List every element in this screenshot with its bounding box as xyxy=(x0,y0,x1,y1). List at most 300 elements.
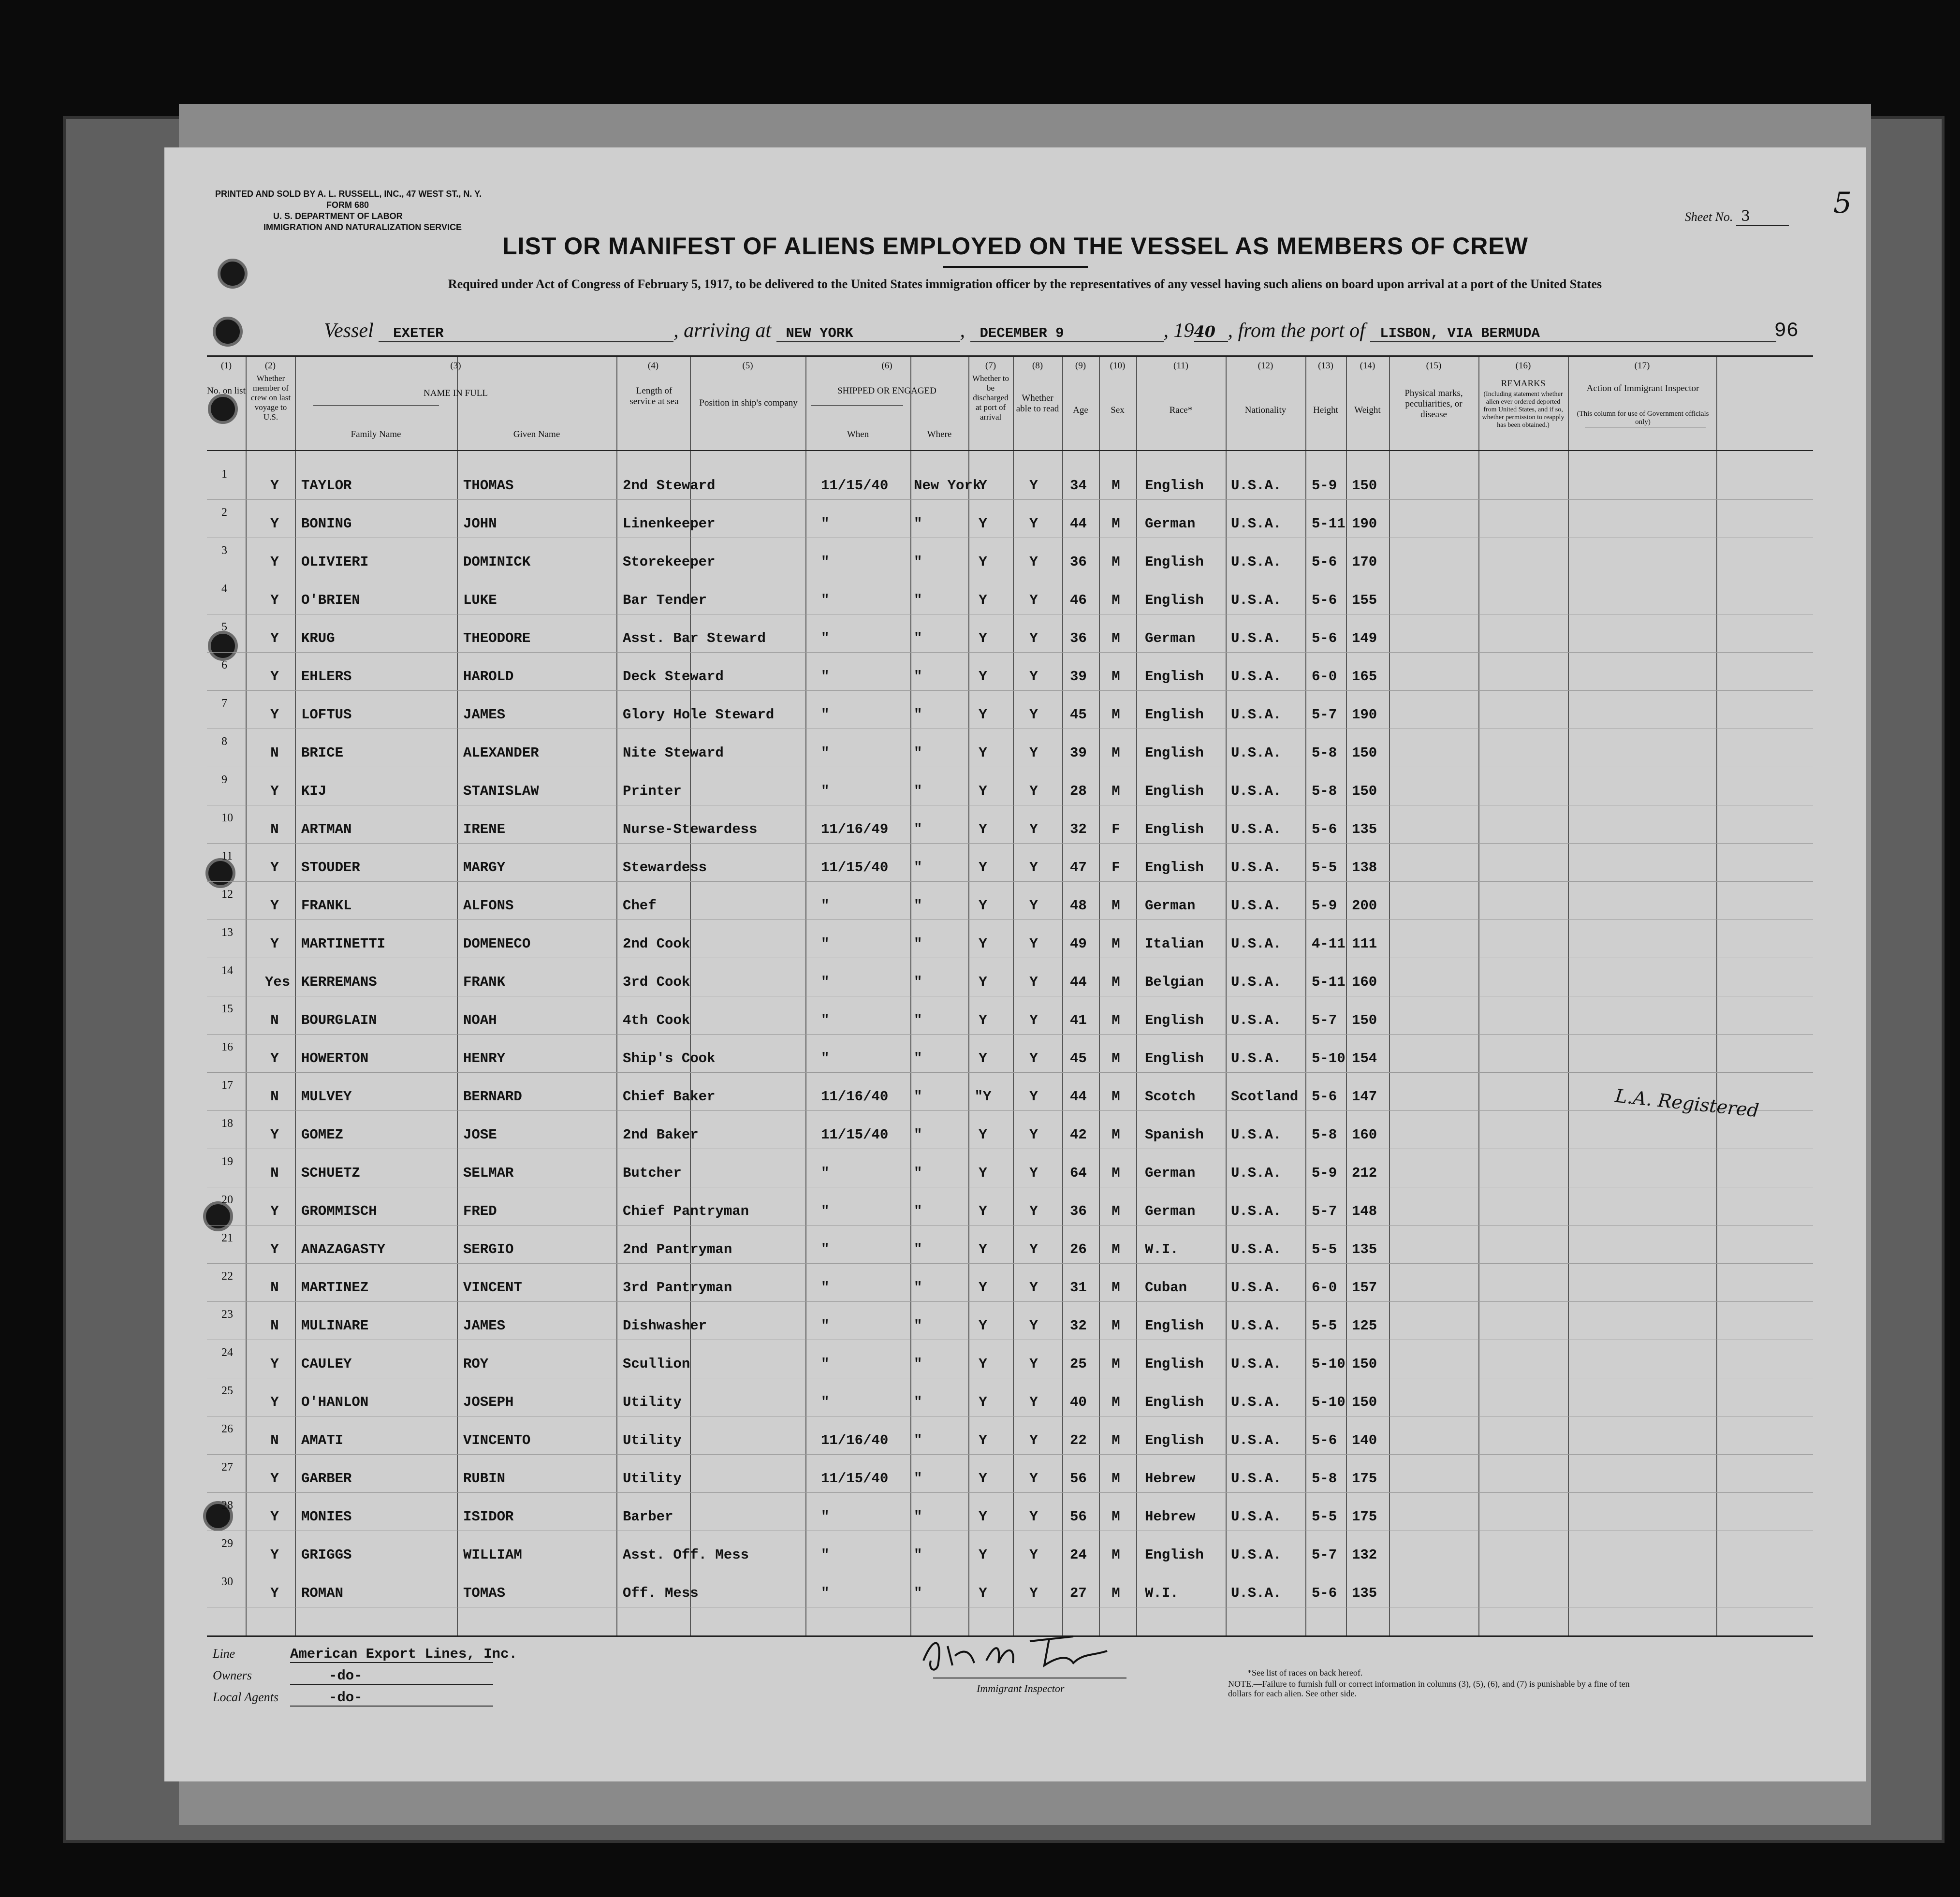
cell-weight: 160 xyxy=(1352,974,1377,990)
cell-position: Utility xyxy=(623,1394,682,1410)
cell-weight: 132 xyxy=(1352,1547,1377,1563)
cell-weight: 135 xyxy=(1352,821,1377,837)
cell-weight: 138 xyxy=(1352,860,1377,876)
cell-given: FRANK xyxy=(463,974,506,990)
cell-disch: Y xyxy=(979,783,987,799)
binder-hole xyxy=(218,259,248,289)
cell-weight: 149 xyxy=(1352,630,1377,646)
page-mark: 96 xyxy=(1774,319,1799,342)
col-header-shipped: SHIPPED OR ENGAGED xyxy=(837,386,936,396)
cell-weight: 148 xyxy=(1352,1203,1377,1219)
binder-hole xyxy=(213,317,243,347)
cell-sex: M xyxy=(1112,516,1120,532)
cell-height: 5-9 xyxy=(1312,478,1337,494)
cell-age: 31 xyxy=(1070,1280,1087,1296)
cell-nat: U.S.A. xyxy=(1231,1547,1282,1563)
col-number: (8) xyxy=(1032,361,1043,371)
cell-weight: 135 xyxy=(1352,1241,1377,1257)
row-number: 23 xyxy=(221,1308,233,1321)
cell-nat: U.S.A. xyxy=(1231,745,1282,761)
col-number: (4) xyxy=(647,361,659,371)
col-header-family-name: Family Name xyxy=(351,429,401,439)
row-number: 28 xyxy=(221,1499,233,1512)
cell-family: BONING xyxy=(301,516,352,532)
cell-race: W.I. xyxy=(1145,1241,1179,1257)
cell-when: " xyxy=(821,554,830,570)
cell-race: Belgian xyxy=(1145,974,1204,990)
cell-given: HAROLD xyxy=(463,669,514,685)
cell-sex: M xyxy=(1112,1089,1120,1105)
cell-disch: Y xyxy=(979,1509,987,1525)
cell-where: " xyxy=(914,1203,922,1219)
cell-weight: 190 xyxy=(1352,707,1377,723)
cell-race: English xyxy=(1145,707,1204,723)
cell-family: FRANKL xyxy=(301,898,352,914)
cell-age: 45 xyxy=(1070,1051,1087,1066)
cell-disch: Y xyxy=(979,1241,987,1257)
cell-given: ROY xyxy=(463,1356,489,1372)
cell-race: German xyxy=(1145,898,1196,914)
cell-sex: M xyxy=(1112,1471,1120,1487)
cell-where: " xyxy=(914,1280,922,1296)
col-number: (6) xyxy=(881,361,892,371)
cell-prev: N xyxy=(270,821,279,837)
cell-weight: 165 xyxy=(1352,669,1377,685)
row-number: 25 xyxy=(221,1385,233,1397)
cell-weight: 170 xyxy=(1352,554,1377,570)
cell-nat: U.S.A. xyxy=(1231,1471,1282,1487)
cell-age: 46 xyxy=(1070,592,1087,608)
cell-sex: M xyxy=(1112,1127,1120,1143)
cell-sex: M xyxy=(1112,707,1120,723)
cell-given: JAMES xyxy=(463,707,506,723)
footer-owners xyxy=(213,1668,493,1685)
row-number: 30 xyxy=(221,1576,233,1588)
cell-race: English xyxy=(1145,1012,1204,1028)
cell-height: 5-7 xyxy=(1312,707,1337,723)
row-number: 8 xyxy=(221,735,227,748)
cell-given: RUBIN xyxy=(463,1471,506,1487)
cell-weight: 111 xyxy=(1352,936,1377,952)
cell-nat: U.S.A. xyxy=(1231,516,1282,532)
cell-family: MARTINEZ xyxy=(301,1280,369,1296)
cell-read: Y xyxy=(1029,1051,1038,1066)
cell-read: Y xyxy=(1029,669,1038,685)
cell-race: Italian xyxy=(1145,936,1204,952)
cell-nat: U.S.A. xyxy=(1231,1280,1282,1296)
cell-position: Utility xyxy=(623,1432,682,1448)
cell-when: 11/15/40 xyxy=(821,1471,889,1487)
cell-prev: Yes xyxy=(265,974,291,990)
cell-read: Y xyxy=(1029,898,1038,914)
cell-sex: M xyxy=(1112,478,1120,494)
cell-given: THOMAS xyxy=(463,478,514,494)
cell-sex: M xyxy=(1112,1280,1120,1296)
cell-given: JOSEPH xyxy=(463,1394,514,1410)
cell-age: 36 xyxy=(1070,1203,1087,1219)
cell-read: Y xyxy=(1029,783,1038,799)
cell-height: 5-10 xyxy=(1312,1356,1346,1372)
cell-sex: M xyxy=(1112,1241,1120,1257)
cell-when: " xyxy=(821,1280,830,1296)
cell-disch: Y xyxy=(979,1547,987,1563)
cell-family: OLIVIERI xyxy=(301,554,369,570)
cell-read: Y xyxy=(1029,1127,1038,1143)
cell-disch: Y xyxy=(979,1012,987,1028)
cell-where: " xyxy=(914,669,922,685)
cell-disch: Y xyxy=(979,669,987,685)
cell-age: 26 xyxy=(1070,1241,1087,1257)
cell-disch: Y xyxy=(979,554,987,570)
cell-given: STANISLAW xyxy=(463,783,539,799)
cell-prev: N xyxy=(270,1089,279,1105)
cell-position: Nurse-Stewardess xyxy=(623,821,758,837)
cell-when: 11/16/40 xyxy=(821,1089,889,1105)
cell-sex: M xyxy=(1112,1432,1120,1448)
col-header-age: Age xyxy=(1073,405,1088,415)
cell-prev: Y xyxy=(270,1471,279,1487)
cell-age: 44 xyxy=(1070,516,1087,532)
col-number: (17) xyxy=(1634,361,1650,371)
cell-height: 5-7 xyxy=(1312,1203,1337,1219)
cell-nat: U.S.A. xyxy=(1231,1012,1282,1028)
cell-disch: Y xyxy=(979,592,987,608)
row-number: 5 xyxy=(221,621,227,633)
cell-when: " xyxy=(821,974,830,990)
cell-disch: Y xyxy=(979,1280,987,1296)
cell-weight: 175 xyxy=(1352,1471,1377,1487)
cell-prev: N xyxy=(270,1165,279,1181)
vessel-name: EXETER xyxy=(379,325,673,342)
row-number: 12 xyxy=(221,888,233,901)
cell-when: " xyxy=(821,783,830,799)
cell-sex: M xyxy=(1112,1547,1120,1563)
arrival-date: DECEMBER 9 xyxy=(970,325,1164,342)
cell-height: 5-5 xyxy=(1312,860,1337,876)
cell-position: 3rd Cook xyxy=(623,974,690,990)
cell-given: SELMAR xyxy=(463,1165,514,1181)
cell-family: GROMMISCH xyxy=(301,1203,377,1219)
cell-position: Chief Baker xyxy=(623,1089,716,1105)
title-rule xyxy=(943,266,1088,268)
cell-prev: Y xyxy=(270,1203,279,1219)
row-number: 21 xyxy=(221,1232,233,1244)
cell-nat: U.S.A. xyxy=(1231,707,1282,723)
cell-where: " xyxy=(914,592,922,608)
cell-disch: Y xyxy=(979,974,987,990)
cell-race: English xyxy=(1145,1394,1204,1410)
cell-where: " xyxy=(914,554,922,570)
cell-height: 5-11 xyxy=(1312,516,1346,532)
cell-weight: 155 xyxy=(1352,592,1377,608)
cell-prev: Y xyxy=(270,630,279,646)
cell-family: BOURGLAIN xyxy=(301,1012,377,1028)
cell-weight: 150 xyxy=(1352,478,1377,494)
cell-race: English xyxy=(1145,821,1204,837)
cell-disch: Y xyxy=(979,1471,987,1487)
col-header-discharged: Whether to be discharged at port of arrival xyxy=(972,374,1009,422)
printer-line: PRINTED AND SOLD BY A. L. RUSSELL, INC., 47 WEST ST., N. Y. xyxy=(215,189,482,199)
cell-age: 36 xyxy=(1070,554,1087,570)
cell-prev: N xyxy=(270,1432,279,1448)
cell-weight: 150 xyxy=(1352,783,1377,799)
cell-age: 34 xyxy=(1070,478,1087,494)
cell-when: " xyxy=(821,1394,830,1410)
row-number: 24 xyxy=(221,1346,233,1359)
cell-race: English xyxy=(1145,592,1204,608)
cell-when: " xyxy=(821,1241,830,1257)
cell-race: English xyxy=(1145,1356,1204,1372)
cell-given: JOHN xyxy=(463,516,497,532)
cell-weight: 147 xyxy=(1352,1089,1377,1105)
cell-nat: U.S.A. xyxy=(1231,592,1282,608)
row-number: 20 xyxy=(221,1194,233,1206)
cell-read: Y xyxy=(1029,516,1038,532)
col-number: (3) xyxy=(450,361,461,371)
cell-when: " xyxy=(821,1356,830,1372)
cell-family: GRIGGS xyxy=(301,1547,352,1563)
cell-age: 32 xyxy=(1070,1318,1087,1334)
cell-prev: N xyxy=(270,1280,279,1296)
cell-given: JOSE xyxy=(463,1127,497,1143)
cell-weight: 175 xyxy=(1352,1509,1377,1525)
col-header-name: NAME IN FULL xyxy=(424,388,488,398)
cell-family: LOFTUS xyxy=(301,707,352,723)
cell-age: 49 xyxy=(1070,936,1087,952)
cell-height: 5-10 xyxy=(1312,1051,1346,1066)
cell-disch: Y xyxy=(979,936,987,952)
cell-prev: Y xyxy=(270,860,279,876)
cell-weight: 190 xyxy=(1352,516,1377,532)
cell-given: FRED xyxy=(463,1203,497,1219)
row-number: 6 xyxy=(221,659,227,671)
cell-read: Y xyxy=(1029,1585,1038,1601)
cell-height: 5-8 xyxy=(1312,745,1337,761)
cell-weight: 150 xyxy=(1352,1356,1377,1372)
cell-family: TAYLOR xyxy=(301,478,352,494)
cell-where: " xyxy=(914,1165,922,1181)
cell-height: 5-11 xyxy=(1312,974,1346,990)
penalty-note: NOTE.—Failure to furnish full or correct information in columns (3), (5), (6), and (7) is punishable by a fine of ten dollars for each alien. See other side. xyxy=(1228,1679,1630,1698)
cell-position: 2nd Baker xyxy=(623,1127,699,1143)
cell-age: 22 xyxy=(1070,1432,1087,1448)
cell-prev: Y xyxy=(270,554,279,570)
cell-family: EHLERS xyxy=(301,669,352,685)
owners-value: -do- xyxy=(290,1668,493,1685)
cell-prev: Y xyxy=(270,1356,279,1372)
row-number: 9 xyxy=(221,773,227,786)
cell-when: " xyxy=(821,1051,830,1066)
cell-when: " xyxy=(821,669,830,685)
cell-height: 5-6 xyxy=(1312,1585,1337,1601)
margin-mark: 5 xyxy=(1833,186,1852,220)
cell-age: 25 xyxy=(1070,1356,1087,1372)
cell-nat: U.S.A. xyxy=(1231,630,1282,646)
cell-weight: 135 xyxy=(1352,1585,1377,1601)
cell-nat: U.S.A. xyxy=(1231,1203,1282,1219)
sheet-number-label: Sheet No. xyxy=(1684,210,1733,224)
cell-read: Y xyxy=(1029,974,1038,990)
cell-given: NOAH xyxy=(463,1012,497,1028)
cell-when: " xyxy=(821,1165,830,1181)
row-number: 27 xyxy=(221,1461,233,1474)
cell-read: Y xyxy=(1029,1280,1038,1296)
cell-height: 5-5 xyxy=(1312,1318,1337,1334)
cell-sex: M xyxy=(1112,592,1120,608)
cell-read: Y xyxy=(1029,1471,1038,1487)
cell-family: STOUDER xyxy=(301,860,360,876)
races-note: *See list of races on back hereof. xyxy=(1247,1668,1363,1678)
row-number: 19 xyxy=(221,1155,233,1168)
cell-sex: M xyxy=(1112,1165,1120,1181)
col-number: (7) xyxy=(985,361,996,371)
cell-when: " xyxy=(821,936,830,952)
cell-weight: 212 xyxy=(1352,1165,1377,1181)
cell-given: ALEXANDER xyxy=(463,745,539,761)
cell-when: " xyxy=(821,1585,830,1601)
cell-where: " xyxy=(914,783,922,799)
row-number: 3 xyxy=(221,544,227,557)
cell-where: " xyxy=(914,1089,922,1105)
cell-where: " xyxy=(914,516,922,532)
row-number: 11 xyxy=(221,850,233,862)
cell-read: Y xyxy=(1029,1318,1038,1334)
cell-height: 5-8 xyxy=(1312,1471,1337,1487)
cell-nat: U.S.A. xyxy=(1231,669,1282,685)
cell-race: Scotch xyxy=(1145,1089,1196,1105)
cell-height: 5-10 xyxy=(1312,1394,1346,1410)
cell-position: 2nd Pantryman xyxy=(623,1241,732,1257)
cell-weight: 154 xyxy=(1352,1051,1377,1066)
cell-race: English xyxy=(1145,554,1204,570)
col-header-position: Position in ship's company xyxy=(699,398,798,408)
cell-where: " xyxy=(914,1241,922,1257)
cell-given: DOMENECO xyxy=(463,936,531,952)
cell-given: VINCENT xyxy=(463,1280,522,1296)
cell-sex: M xyxy=(1112,1585,1120,1601)
col-header-when: When xyxy=(847,429,869,439)
cell-family: ROMAN xyxy=(301,1585,344,1601)
cell-nat: U.S.A. xyxy=(1231,860,1282,876)
cell-prev: Y xyxy=(270,936,279,952)
cell-weight: 150 xyxy=(1352,1394,1377,1410)
col-header-inspector-note: (This column for use of Government officials only) xyxy=(1577,410,1709,426)
cell-family: MARTINETTI xyxy=(301,936,386,952)
cell-disch: Y xyxy=(979,1356,987,1372)
row-number: 10 xyxy=(221,812,233,824)
cell-position: Glory Hole Steward xyxy=(623,707,775,723)
cell-prev: Y xyxy=(270,1051,279,1066)
cell-position: 2nd Steward xyxy=(623,478,716,494)
cell-height: 4-11 xyxy=(1312,936,1346,952)
col-number: (12) xyxy=(1258,361,1273,371)
cell-given: LUKE xyxy=(463,592,497,608)
cell-where: " xyxy=(914,1356,922,1372)
col-number: (9) xyxy=(1075,361,1086,371)
cell-age: 56 xyxy=(1070,1471,1087,1487)
cell-height: 5-7 xyxy=(1312,1547,1337,1563)
cell-disch: Y xyxy=(979,630,987,646)
cell-where: " xyxy=(914,860,922,876)
cell-position: Chief Pantryman xyxy=(623,1203,749,1219)
cell-family: ANAZAGASTY xyxy=(301,1241,386,1257)
cell-nat: U.S.A. xyxy=(1231,1394,1282,1410)
cell-disch: Y xyxy=(979,1127,987,1143)
arriving-label: , arriving at xyxy=(673,320,771,342)
cell-sex: M xyxy=(1112,554,1120,570)
cell-where: " xyxy=(914,1051,922,1066)
row-number: 26 xyxy=(221,1423,233,1435)
row-number: 7 xyxy=(221,697,227,710)
agents-label: Local Agents xyxy=(213,1690,279,1704)
cell-read: Y xyxy=(1029,1394,1038,1410)
cell-sex: M xyxy=(1112,898,1120,914)
cell-age: 56 xyxy=(1070,1509,1087,1525)
cell-when: 11/16/40 xyxy=(821,1432,889,1448)
cell-prev: Y xyxy=(270,1127,279,1143)
cell-when: " xyxy=(821,1012,830,1028)
cell-prev: Y xyxy=(270,1547,279,1563)
cell-where: " xyxy=(914,1547,922,1563)
cell-given: MARGY xyxy=(463,860,506,876)
cell-sex: M xyxy=(1112,1509,1120,1525)
cell-height: 5-6 xyxy=(1312,821,1337,837)
cell-disch: "Y xyxy=(974,1089,992,1105)
cell-disch: Y xyxy=(979,1318,987,1334)
cell-read: Y xyxy=(1029,1547,1038,1563)
cell-read: Y xyxy=(1029,1509,1038,1525)
cell-position: Storekeeper xyxy=(623,554,716,570)
cell-position: Printer xyxy=(623,783,682,799)
cell-sex: M xyxy=(1112,936,1120,952)
cell-where: " xyxy=(914,1127,922,1143)
cell-height: 5-9 xyxy=(1312,898,1337,914)
cell-nat: U.S.A. xyxy=(1231,1318,1282,1334)
col-number: (16) xyxy=(1515,361,1531,371)
cell-family: BRICE xyxy=(301,745,344,761)
cell-nat: U.S.A. xyxy=(1231,1585,1282,1601)
row-number: 18 xyxy=(221,1117,233,1130)
cell-family: GOMEZ xyxy=(301,1127,344,1143)
cell-family: KIJ xyxy=(301,783,327,799)
col-header-read: Whether able to read xyxy=(1016,393,1059,414)
col-header-sex: Sex xyxy=(1111,405,1125,415)
cell-where: New York xyxy=(914,478,981,494)
cell-position: Nite Steward xyxy=(623,745,724,761)
owners-label: Owners xyxy=(213,1668,252,1682)
cell-age: 39 xyxy=(1070,745,1087,761)
cell-race: Spanish xyxy=(1145,1127,1204,1143)
cell-given: IRENE xyxy=(463,821,506,837)
footer-line xyxy=(213,1646,517,1663)
crew-table xyxy=(207,355,1813,1637)
cell-read: Y xyxy=(1029,745,1038,761)
cell-prev: Y xyxy=(270,516,279,532)
cell-age: 42 xyxy=(1070,1127,1087,1143)
cell-family: O'HANLON xyxy=(301,1394,369,1410)
col-header-weight: Weight xyxy=(1354,405,1381,415)
row-number: 22 xyxy=(221,1270,233,1283)
cell-read: Y xyxy=(1029,1089,1038,1105)
cell-race: W.I. xyxy=(1145,1585,1179,1601)
cell-position: Off. Mess xyxy=(623,1585,699,1601)
cell-race: Cuban xyxy=(1145,1280,1187,1296)
cell-position: Dishwasher xyxy=(623,1318,707,1334)
footer-agents xyxy=(213,1690,493,1707)
cell-when: " xyxy=(821,592,830,608)
cell-read: Y xyxy=(1029,1432,1038,1448)
cell-when: " xyxy=(821,745,830,761)
